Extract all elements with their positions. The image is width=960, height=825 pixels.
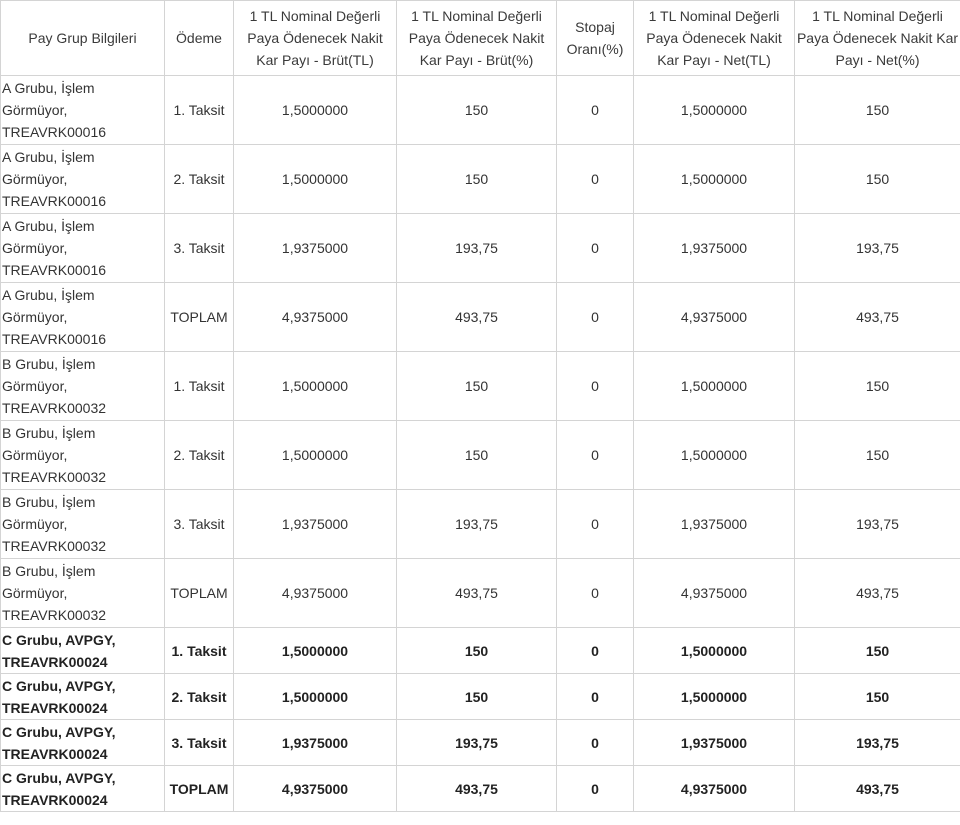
- cell-pay-group: C Grubu, AVPGY, TREAVRK00024: [1, 674, 165, 720]
- cell-payment: 3. Taksit: [165, 490, 234, 559]
- table-row: [1, 145, 960, 214]
- cell-gross-tl: 1,5000000: [234, 76, 397, 145]
- cell-gross-tl: 1,5000000: [234, 421, 397, 490]
- table-row: [1, 720, 960, 766]
- cell-gross-percent: 493,75: [397, 559, 557, 628]
- cell-net-percent: 193,75: [795, 720, 960, 766]
- cell-gross-tl: 4,9375000: [234, 766, 397, 812]
- header-gross-percent: 1 TL Nominal Değerli Paya Ödenecek Nakit Kar Payı - Brüt(%): [397, 1, 557, 76]
- cell-pay-group: B Grubu, İşlem Görmüyor, TREAVRK00032: [1, 352, 165, 421]
- cell-net-tl: 1,9375000: [634, 490, 795, 559]
- cell-net-percent: 193,75: [795, 490, 960, 559]
- cell-gross-percent: 150: [397, 674, 557, 720]
- cell-net-percent: 493,75: [795, 766, 960, 812]
- cell-pay-group: A Grubu, İşlem Görmüyor, TREAVRK00016: [1, 76, 165, 145]
- header-row: [1, 1, 960, 76]
- cell-net-tl: 1,5000000: [634, 628, 795, 674]
- cell-payment: 2. Taksit: [165, 421, 234, 490]
- cell-gross-percent: 193,75: [397, 490, 557, 559]
- table-row: [1, 674, 960, 720]
- table-row: [1, 214, 960, 283]
- cell-net-tl: 1,5000000: [634, 76, 795, 145]
- cell-net-percent: 150: [795, 628, 960, 674]
- cell-net-percent: 493,75: [795, 559, 960, 628]
- header-payment: Ödeme: [165, 1, 234, 76]
- cell-net-percent: 150: [795, 352, 960, 421]
- cell-payment: TOPLAM: [165, 766, 234, 812]
- cell-net-tl: 1,5000000: [634, 145, 795, 214]
- cell-net-percent: 150: [795, 76, 960, 145]
- cell-net-tl: 4,9375000: [634, 766, 795, 812]
- cell-payment: 1. Taksit: [165, 628, 234, 674]
- cell-payment: 3. Taksit: [165, 720, 234, 766]
- cell-gross-percent: 150: [397, 76, 557, 145]
- cell-withholding-rate: 0: [557, 674, 634, 720]
- cell-gross-tl: 1,5000000: [234, 628, 397, 674]
- cell-net-tl: 1,5000000: [634, 352, 795, 421]
- cell-pay-group: C Grubu, AVPGY, TREAVRK00024: [1, 720, 165, 766]
- cell-gross-tl: 4,9375000: [234, 283, 397, 352]
- cell-gross-tl: 1,5000000: [234, 145, 397, 214]
- cell-withholding-rate: 0: [557, 720, 634, 766]
- cell-withholding-rate: 0: [557, 76, 634, 145]
- cell-net-percent: 150: [795, 674, 960, 720]
- cell-net-tl: 1,5000000: [634, 421, 795, 490]
- cell-withholding-rate: 0: [557, 559, 634, 628]
- header-pay-group: Pay Grup Bilgileri: [1, 1, 165, 76]
- cell-gross-percent: 150: [397, 145, 557, 214]
- cell-pay-group: C Grubu, AVPGY, TREAVRK00024: [1, 766, 165, 812]
- cell-net-tl: 1,5000000: [634, 674, 795, 720]
- cell-pay-group: B Grubu, İşlem Görmüyor, TREAVRK00032: [1, 559, 165, 628]
- cell-gross-tl: 1,9375000: [234, 720, 397, 766]
- cell-withholding-rate: 0: [557, 766, 634, 812]
- cell-payment: TOPLAM: [165, 283, 234, 352]
- cell-pay-group: B Grubu, İşlem Görmüyor, TREAVRK00032: [1, 421, 165, 490]
- cell-withholding-rate: 0: [557, 421, 634, 490]
- header-net-percent: 1 TL Nominal Değerli Paya Ödenecek Nakit Kar Payı - Net(%): [795, 1, 960, 76]
- cell-pay-group: A Grubu, İşlem Görmüyor, TREAVRK00016: [1, 145, 165, 214]
- cell-net-percent: 493,75: [795, 283, 960, 352]
- table-row: [1, 766, 960, 812]
- cell-gross-percent: 493,75: [397, 283, 557, 352]
- cell-net-tl: 4,9375000: [634, 559, 795, 628]
- cell-pay-group: B Grubu, İşlem Görmüyor, TREAVRK00032: [1, 490, 165, 559]
- cell-gross-tl: 1,9375000: [234, 490, 397, 559]
- cell-gross-percent: 150: [397, 352, 557, 421]
- cell-withholding-rate: 0: [557, 214, 634, 283]
- cell-payment: 1. Taksit: [165, 352, 234, 421]
- table-row: [1, 283, 960, 352]
- cell-gross-tl: 4,9375000: [234, 559, 397, 628]
- table-row: [1, 421, 960, 490]
- cell-payment: TOPLAM: [165, 559, 234, 628]
- table-row: [1, 559, 960, 628]
- cell-net-percent: 150: [795, 145, 960, 214]
- cell-gross-percent: 193,75: [397, 214, 557, 283]
- cell-gross-percent: 150: [397, 421, 557, 490]
- table-row: [1, 490, 960, 559]
- cell-withholding-rate: 0: [557, 490, 634, 559]
- table-row: [1, 628, 960, 674]
- cell-withholding-rate: 0: [557, 283, 634, 352]
- cell-net-tl: 1,9375000: [634, 214, 795, 283]
- header-net-tl: 1 TL Nominal Değerli Paya Ödenecek Nakit Kar Payı - Net(TL): [634, 1, 795, 76]
- cell-gross-percent: 493,75: [397, 766, 557, 812]
- header-gross-tl: 1 TL Nominal Değerli Paya Ödenecek Nakit Kar Payı - Brüt(TL): [234, 1, 397, 76]
- cell-withholding-rate: 0: [557, 352, 634, 421]
- table-row: [1, 352, 960, 421]
- cell-pay-group: A Grubu, İşlem Görmüyor, TREAVRK00016: [1, 214, 165, 283]
- cell-gross-tl: 1,5000000: [234, 674, 397, 720]
- cell-gross-tl: 1,9375000: [234, 214, 397, 283]
- cell-pay-group: A Grubu, İşlem Görmüyor, TREAVRK00016: [1, 283, 165, 352]
- cell-payment: 2. Taksit: [165, 145, 234, 214]
- cell-withholding-rate: 0: [557, 145, 634, 214]
- cell-net-percent: 150: [795, 421, 960, 490]
- cell-payment: 1. Taksit: [165, 76, 234, 145]
- cell-gross-tl: 1,5000000: [234, 352, 397, 421]
- cell-gross-percent: 150: [397, 628, 557, 674]
- cell-net-percent: 193,75: [795, 214, 960, 283]
- cell-net-tl: 1,9375000: [634, 720, 795, 766]
- cell-pay-group: C Grubu, AVPGY, TREAVRK00024: [1, 628, 165, 674]
- table-row: [1, 76, 960, 145]
- cell-net-tl: 4,9375000: [634, 283, 795, 352]
- cell-gross-percent: 193,75: [397, 720, 557, 766]
- header-withholding-rate: Stopaj Oranı(%): [557, 1, 634, 76]
- cell-payment: 3. Taksit: [165, 214, 234, 283]
- cell-payment: 2. Taksit: [165, 674, 234, 720]
- table-body: [1, 76, 960, 812]
- cell-withholding-rate: 0: [557, 628, 634, 674]
